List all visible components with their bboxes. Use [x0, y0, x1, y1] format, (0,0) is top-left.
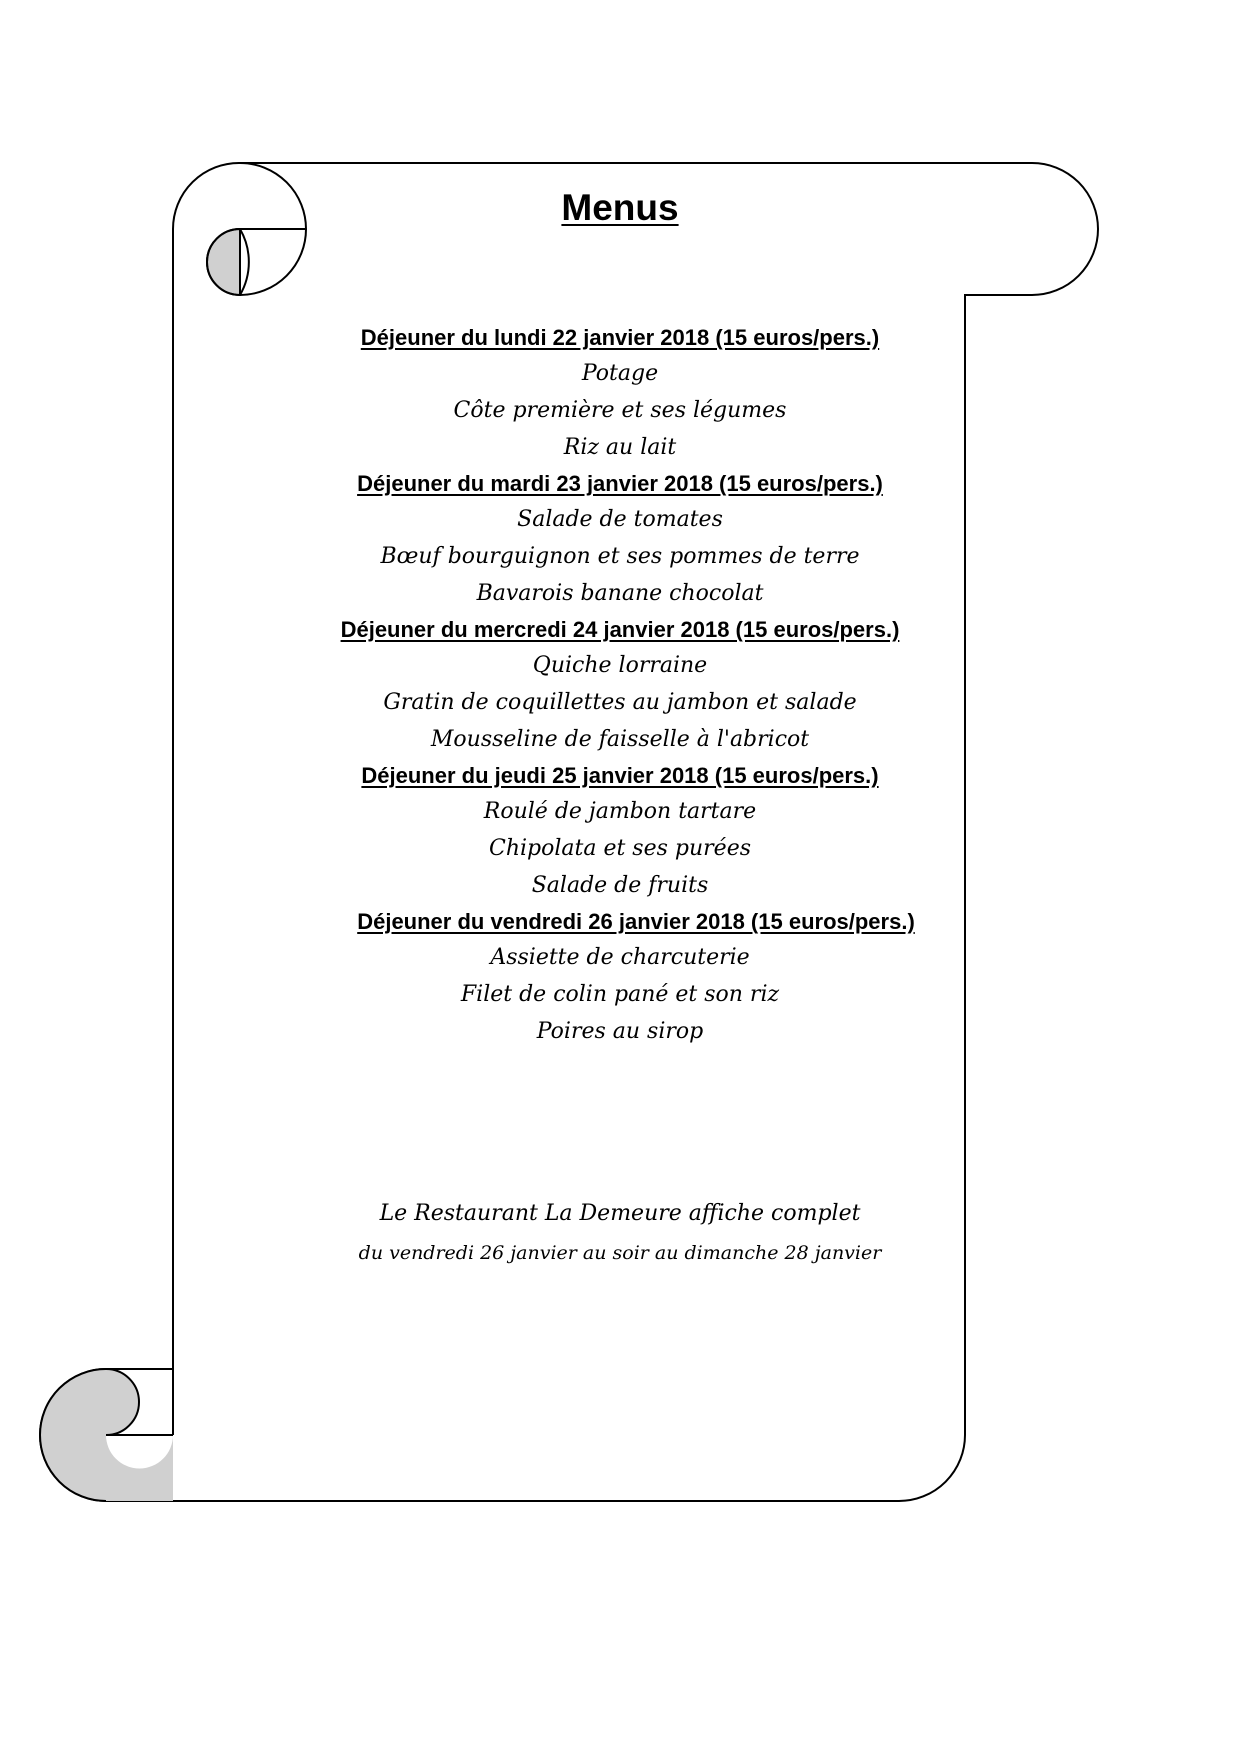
dish-dessert: Bavarois banane chocolat	[476, 581, 764, 606]
dish-starter: Potage	[581, 361, 659, 386]
notice-line: Le Restaurant La Demeure affiche complet	[379, 1201, 861, 1226]
menu-list	[180, 320, 1060, 1050]
day-heading: Déjeuner du lundi 22 janvier 2018 (15 euros/pers.)	[360, 325, 880, 350]
dish-dessert: Salade de fruits	[531, 873, 709, 898]
dish-main: Bœuf bourguignon et ses pommes de terre	[380, 544, 860, 569]
dish-starter: Roulé de jambon tartare	[483, 799, 757, 824]
dish-main: Chipolata et ses purées	[488, 836, 751, 861]
notice-line: du vendredi 26 janvier au soir au dimanche 28 janvier	[358, 1242, 882, 1264]
dish-starter: Assiette de charcuterie	[490, 945, 750, 970]
day-heading: Déjeuner du mercredi 24 janvier 2018 (15 euros/pers.)	[340, 617, 900, 642]
dish-main: Côte première et ses légumes	[453, 398, 787, 423]
page-title: Menus	[561, 187, 679, 228]
day-heading: Déjeuner du vendredi 26 janvier 2018 (15 euros/pers.)	[357, 909, 915, 934]
dish-starter: Salade de tomates	[517, 507, 723, 532]
day-heading: Déjeuner du mardi 23 janvier 2018 (15 euros/pers.)	[357, 471, 883, 496]
dish-main: Gratin de coquillettes au jambon et salade	[383, 690, 857, 715]
closure-notice	[260, 1192, 980, 1270]
day-menu-monday	[180, 320, 1060, 466]
day-heading: Déjeuner du jeudi 25 janvier 2018 (15 euros/pers.)	[361, 763, 879, 788]
day-menu-tuesday	[180, 466, 1060, 612]
dish-dessert: Poires au sirop	[536, 1019, 704, 1044]
dish-main: Filet de colin pané et son riz	[460, 982, 780, 1007]
dish-dessert: Mousseline de faisselle à l'abricot	[430, 727, 810, 752]
day-menu-thursday	[180, 758, 1060, 904]
day-menu-wednesday	[180, 612, 1060, 758]
dish-starter: Quiche lorraine	[532, 653, 708, 678]
dish-dessert: Riz au lait	[563, 435, 677, 460]
day-menu-friday	[180, 904, 1060, 1050]
